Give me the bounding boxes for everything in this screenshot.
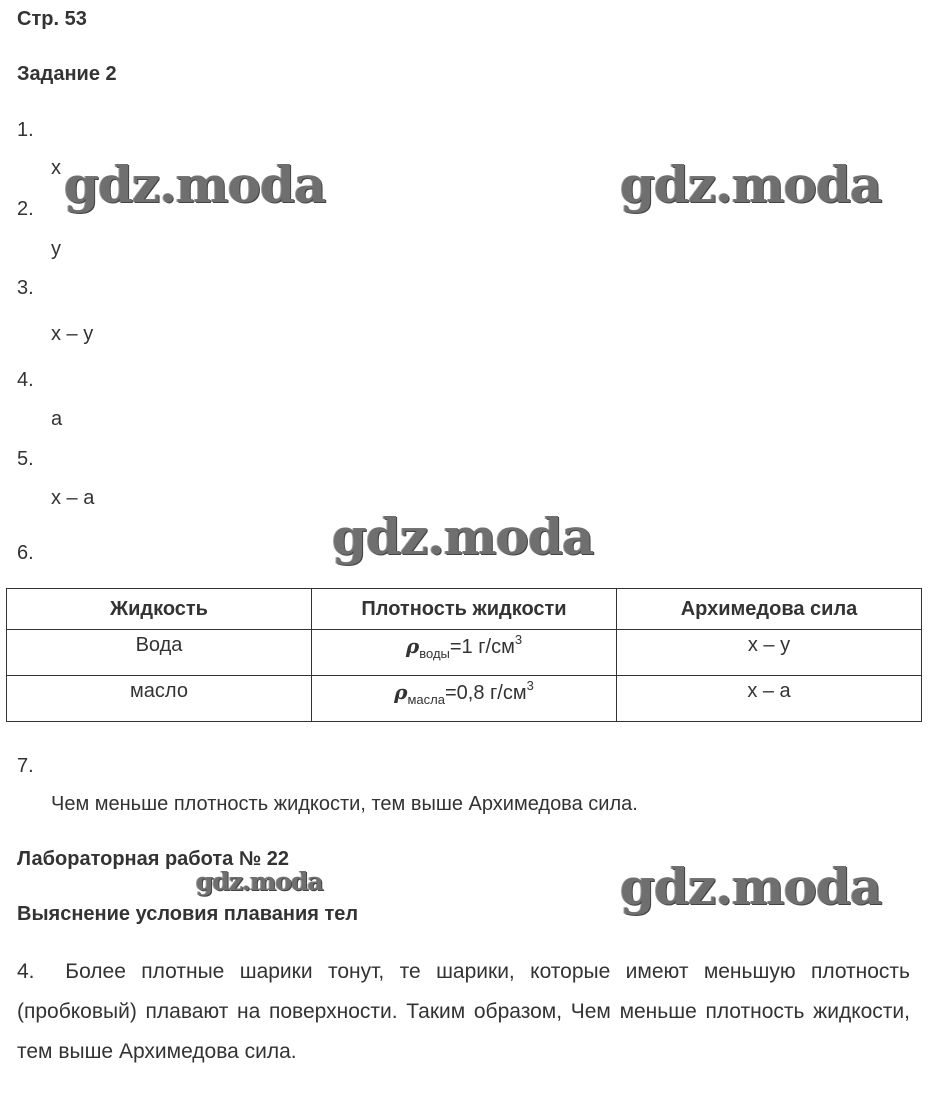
watermark-logo: gdz.moda bbox=[620, 857, 882, 916]
step-number: 6. bbox=[17, 542, 34, 564]
liquids-table bbox=[6, 588, 922, 722]
column-header: Архимедова сила bbox=[617, 589, 922, 630]
density-value: =1 г/см bbox=[449, 636, 515, 658]
step-answer: x – a bbox=[51, 487, 95, 509]
watermark-logo: gdz.moda bbox=[64, 155, 326, 214]
lab-title: Лабораторная работа № 22 bbox=[17, 848, 289, 870]
rho-subscript: масла bbox=[407, 692, 445, 707]
lab-item-text: Более плотные шарики тонут, те шарики, которые имеют меньшую плотность (пробковый) плавают на поверхности. Таким образом, Чем меньше плотность жидкости, тем выше Архимедова сила. bbox=[17, 960, 910, 1063]
lab-paragraph bbox=[17, 952, 910, 1072]
step-answer: a bbox=[51, 408, 63, 430]
rho-symbol: ρ bbox=[394, 680, 408, 704]
page-reference: Стр. 53 bbox=[17, 8, 87, 30]
step-number: 7. bbox=[17, 755, 34, 777]
table-row bbox=[7, 676, 922, 722]
unit-exponent: 3 bbox=[526, 678, 534, 693]
step-number: 1. bbox=[17, 119, 34, 141]
density-cell bbox=[312, 676, 617, 722]
step-number: 2. bbox=[17, 198, 34, 220]
force-cell: x – a bbox=[617, 676, 922, 722]
step-answer: x bbox=[51, 157, 61, 179]
watermark-logo: gdz.moda bbox=[332, 507, 594, 566]
rho-symbol: ρ bbox=[405, 634, 420, 658]
watermark-logo: gdz.moda bbox=[620, 155, 882, 214]
force-cell: x – y bbox=[617, 630, 922, 676]
density-cell bbox=[312, 630, 617, 676]
lab-item-number: 4. bbox=[17, 960, 35, 983]
table-header-row bbox=[7, 589, 922, 630]
step-number: 5. bbox=[17, 448, 34, 470]
unit-exponent: 3 bbox=[514, 632, 523, 647]
step-answer: x – y bbox=[51, 323, 94, 345]
liquid-cell: Вода bbox=[7, 630, 312, 676]
liquid-cell: масло bbox=[7, 676, 312, 722]
lab-subtitle: Выяснение условия плавания тел bbox=[17, 903, 359, 925]
table-row bbox=[7, 630, 922, 676]
column-header: Жидкость bbox=[7, 589, 312, 630]
density-value: =0,8 г/см bbox=[444, 682, 527, 704]
step-number: 3. bbox=[17, 277, 34, 299]
conclusion-text: Чем меньше плотность жидкости, тем выше Архимедова сила. bbox=[51, 793, 638, 815]
step-answer: y bbox=[51, 238, 61, 260]
step-number: 4. bbox=[17, 369, 34, 391]
column-header: Плотность жидкости bbox=[312, 589, 617, 630]
watermark-logo: gdz.moda bbox=[196, 867, 323, 896]
rho-subscript: воды bbox=[419, 646, 450, 661]
task-title: Задание 2 bbox=[17, 63, 117, 85]
